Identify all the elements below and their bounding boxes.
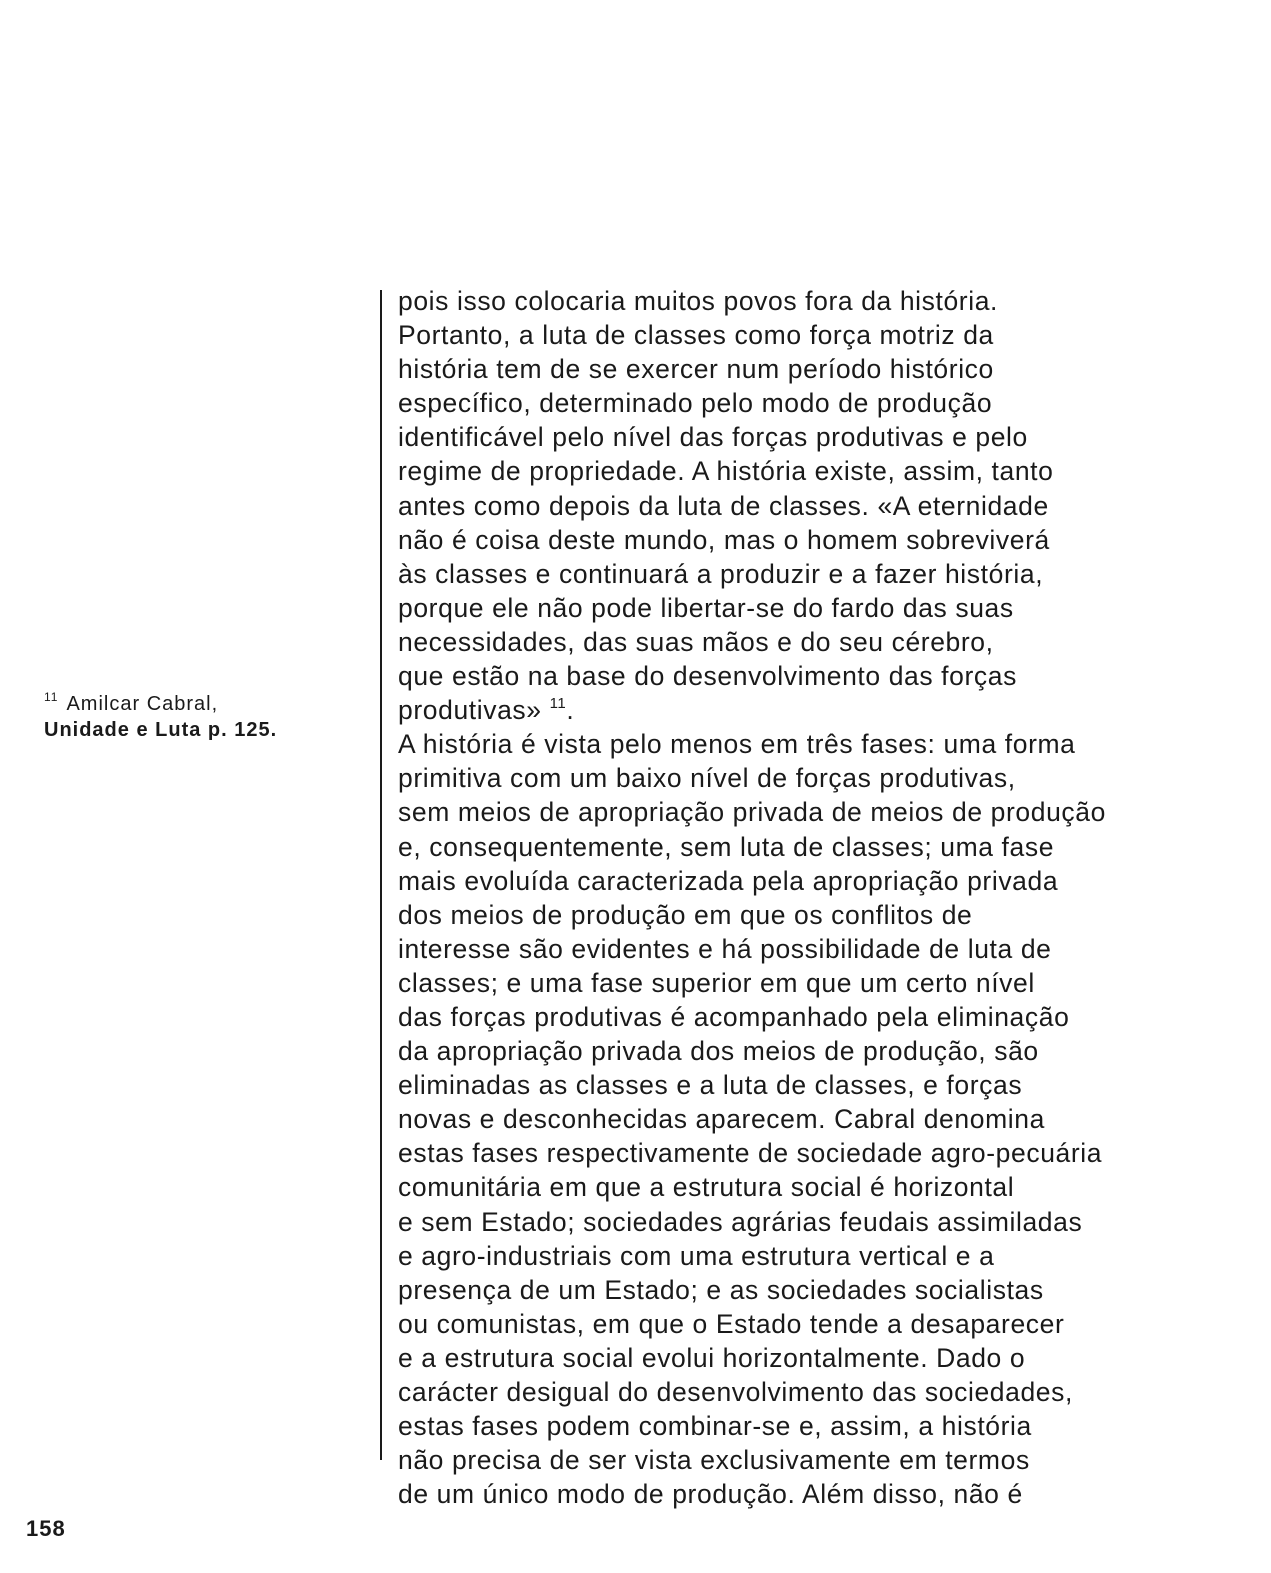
text-line: e agro-industriais com uma estrutura vertical e a (398, 1240, 995, 1271)
text-line: mais evoluída caracterizada pela apropriação privada (398, 865, 1059, 896)
text-line: porque ele não pode libertar-se do fardo das suas (398, 592, 1014, 623)
footnote-line-2: Unidade e Luta p. 125. (44, 719, 278, 741)
text-line: primitiva com um baixo nível de forças produtivas, (398, 763, 1016, 794)
quote-end-text: produtivas» (398, 695, 542, 726)
margin-rule (380, 290, 382, 1460)
text-line: não é coisa deste mundo, mas o homem sobreviverá (398, 524, 1050, 555)
page-number: 158 (26, 1516, 66, 1541)
text-line: presença de um Estado; e as sociedades socialistas (398, 1274, 1044, 1305)
text-line: e sem Estado; sociedades agrárias feudais assimiladas (398, 1206, 1083, 1237)
text-line: sem meios de apropriação privada de meios de produção (398, 797, 1106, 828)
text-line: eliminadas as classes e a luta de classes, e forças (398, 1070, 1023, 1101)
text-line: das forças produtivas é acompanhado pela eliminação (398, 1001, 1070, 1032)
text-line: identificável pelo nível das forças produtivas e pelo (398, 422, 1028, 453)
text-line: da apropriação privada dos meios de produção, são (398, 1036, 1039, 1067)
text-line: e a estrutura social evolui horizontalmente. Dado o (398, 1342, 1026, 1373)
text-line: não precisa de ser vista exclusivamente em termos (398, 1445, 1030, 1476)
text-line: história tem de se exercer num período histórico (398, 354, 994, 385)
text-line: antes como depois da luta de classes. «A eternidade (398, 490, 1049, 521)
text-line: dos meios de produção em que os conflitos de (398, 899, 973, 930)
text-line: e, consequentemente, sem luta de classes; uma fase (398, 831, 1055, 862)
footnote-author: Amilcar Cabral, (66, 693, 219, 715)
text-line: ou comunistas, em que o Estado tende a desaparecer (398, 1308, 1065, 1339)
text-line: classes; e uma fase superior em que um certo nível (398, 967, 1035, 998)
text-line: que estão na base do desenvolvimento das forças (398, 661, 1017, 692)
text-line: estas fases podem combinar-se e, assim, a história (398, 1411, 1032, 1442)
footnote-line-1 (44, 684, 344, 717)
text-line: de um único modo de produção. Além disso, não é (398, 1479, 1023, 1510)
text-line: novas e desconhecidas aparecem. Cabral denomina (398, 1104, 1045, 1135)
text-line: às classes e continuará a produzir e a fazer história, (398, 558, 1044, 589)
text-line: comunitária em que a estrutura social é horizontal (398, 1172, 1015, 1203)
text-line: específico, determinado pelo modo de produção (398, 388, 993, 419)
text-line: A história é vista pelo menos em três fases: uma forma (398, 729, 1076, 760)
text-line: carácter desigual do desenvolvimento das sociedades, (398, 1377, 1073, 1407)
text-line: pois isso colocaria muitos povos fora da história. (398, 286, 999, 316)
text-line: interesse são evidentes e há possibilidade de luta de (398, 933, 1052, 964)
text-line: estas fases respectivamente de sociedade agro-pecuária (398, 1138, 1103, 1169)
text-line: regime de propriedade. A história existe, assim, tanto (398, 456, 1054, 487)
text-line: necessidades, das suas mãos e do seu cérebro, (398, 626, 994, 657)
quote-end-punct: . (566, 695, 575, 726)
text-line-quote-end (398, 693, 1258, 727)
text-line: Portanto, a luta de classes como força motriz da (398, 320, 994, 351)
body-text (398, 284, 1258, 1511)
footnote-marker: 11 (44, 690, 59, 704)
footnote-reference: 11 (549, 695, 567, 713)
footnote (44, 684, 344, 743)
